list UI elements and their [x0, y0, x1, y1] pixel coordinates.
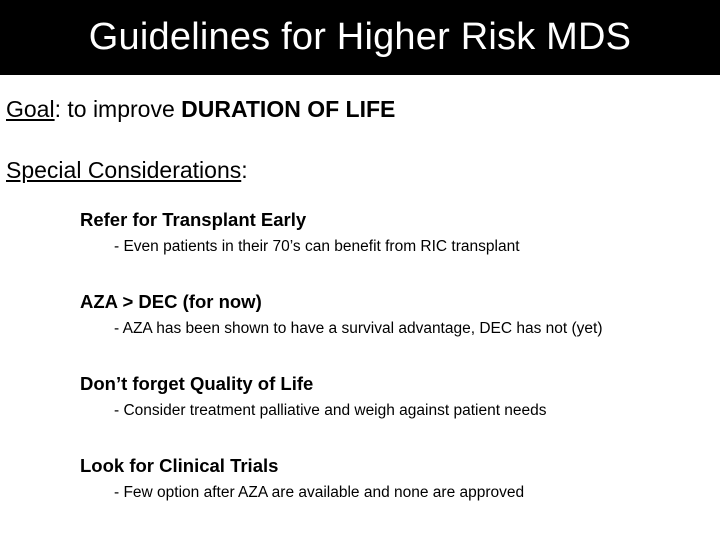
consideration-detail-quality-of-life: - Consider treatment palliative and weigh against patient needs: [114, 402, 547, 419]
title-bar: [0, 0, 720, 75]
goal-text: to improve: [60, 96, 182, 122]
goal-label: Goal: [6, 96, 55, 122]
goal-emphasis: DURATION OF LIFE: [181, 96, 396, 122]
special-considerations-colon: :: [241, 157, 248, 183]
goal-colon: :: [54, 96, 61, 122]
special-considerations-heading: [6, 157, 248, 184]
consideration-detail-transplant: - Even patients in their 70’s can benefit from RIC transplant: [114, 238, 520, 255]
consideration-heading-transplant: Refer for Transplant Early: [80, 209, 307, 230]
goal-line: [6, 96, 395, 123]
slide-title: Guidelines for Higher Risk MDS: [88, 16, 632, 58]
consideration-detail-aza-dec: - AZA has been shown to have a survival advantage, DEC has not (yet): [114, 320, 603, 337]
consideration-heading-aza-dec: AZA > DEC (for now): [80, 291, 262, 312]
consideration-detail-clinical-trials: - Few option after AZA are available and none are approved: [114, 484, 525, 501]
consideration-heading-clinical-trials: Look for Clinical Trials: [80, 455, 279, 476]
consideration-heading-quality-of-life: Don’t forget Quality of Life: [80, 373, 314, 394]
special-considerations-label: Special Considerations: [6, 157, 242, 183]
